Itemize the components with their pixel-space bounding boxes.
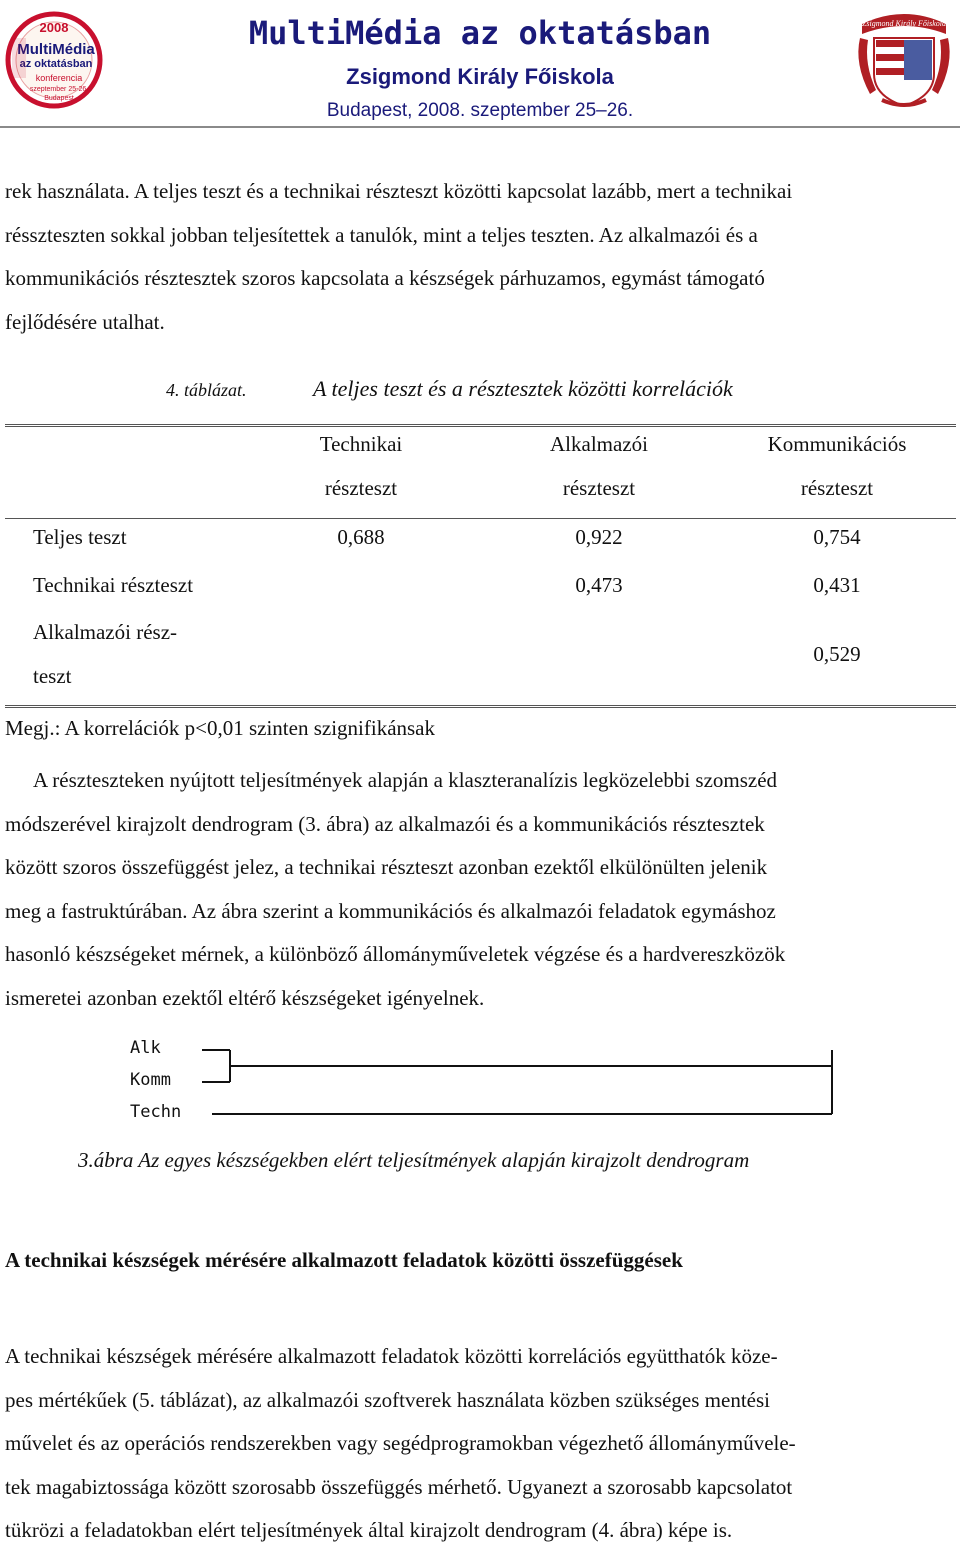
place-date: Budapest, 2008. szeptember 25–26.	[326, 100, 634, 121]
table-number: 4. táblázat.	[166, 380, 247, 400]
row-label-teljes: Teljes teszt	[33, 525, 127, 549]
row-label-alkalmazoi-2: teszt	[33, 664, 72, 688]
text-line: A technikai készségek mérésére alkalmazott feladatok közötti korrelációs együtthatók köze-	[5, 1344, 778, 1368]
table-title: A teljes teszt és a résztesztek közötti korrelációk	[313, 376, 733, 401]
cell-value: 0,431	[813, 573, 861, 597]
text-line: résszteszten sokkal jobban teljesítettek a tanulók, mint a teljes teszten. Az alkalmazói és a	[5, 222, 758, 247]
logo-line5: Budapest	[44, 95, 74, 102]
logo-line1: MultiMédia	[17, 41, 95, 58]
cell-value: 0,688	[337, 525, 385, 549]
text-line: tek magabiztossága között szorosabb összefüggés mérhető. Ugyanezt a szorosabb kapcsolatot	[5, 1474, 793, 1499]
text-line: tükrözi a feladatokban elért teljesítmények által kirajzolt dendrogram (4. ábra) képe is.	[5, 1518, 733, 1542]
col-header-kommunikacios: Kommunikációs	[767, 432, 907, 456]
section-heading: A technikai készségek mérésére alkalmazott feladatok közötti összefüggések	[5, 1248, 683, 1272]
row-label-technikai: Technikai részteszt	[33, 573, 194, 597]
dendro-label-komm: Komm	[130, 1070, 171, 1090]
logo-line2: az oktatásban	[19, 58, 93, 70]
col-header-technikai: Technikai	[319, 432, 403, 456]
logo-line3: konferencia	[35, 73, 83, 83]
row-label-alkalmazoi: Alkalmazói rész-	[33, 620, 178, 644]
text-line: A részteszteken nyújtott teljesítmények alapján a klaszteranalízis legközelebbi szomszéd	[33, 768, 778, 792]
col-header-kommunikacios-2: részteszt	[800, 476, 874, 500]
text-line: meg a fastruktúrában. Az ábra szerint a kommunikációs és alkalmazói feladatok egymáshoz	[5, 898, 776, 923]
school-name: Zsigmond Király Főiskola	[346, 64, 614, 89]
text-line: ismeretei azonban ezektől eltérő készségeket igényelnek.	[5, 985, 485, 1010]
table-top-rule	[5, 424, 956, 427]
table-header-rule	[5, 518, 956, 519]
text-line: kommunikációs résztesztek szoros kapcsolata a készségek párhuzamos, egymást támogató	[5, 266, 765, 290]
text-line: között szoros összefüggést jelez, a technikai részteszt azonban ezektől elkülönülten jelenik	[5, 855, 768, 879]
text-line: pes mértékűek (5. táblázat), az alkalmazói szoftverek használata közben szükséges mentési	[5, 1387, 770, 1412]
col-header-technikai-2: részteszt	[324, 476, 398, 500]
dendro-label-alk: Alk	[130, 1038, 161, 1058]
college-crest-icon	[852, 4, 956, 112]
dendro-label-techn: Techn	[130, 1102, 182, 1122]
col-header-alkalmazoi: Alkalmazói	[550, 432, 648, 456]
text-line: fejlődésére utalhat.	[5, 309, 165, 334]
table-note: Megj.: A korrelációk p<0,01 szinten szignifikánsak	[5, 716, 436, 740]
figure-caption: 3.ábra Az egyes készségekben elért teljesítmények alapján kirajzolt dendrogram	[78, 1148, 750, 1172]
text-line: művelet és az operációs rendszerekben vagy segédprogramokban végezhető állományművele-	[5, 1431, 796, 1455]
logo-line4: szeptember 25-26.	[29, 86, 89, 93]
crest-text: Zsigmond Király Főiskola	[861, 19, 947, 28]
conference-title: MultiMédia az oktatásban	[248, 14, 712, 52]
cell-value: 0,473	[575, 573, 623, 597]
logo-year: 2008	[39, 20, 69, 35]
header-divider	[0, 126, 960, 128]
page-header	[0, 0, 960, 140]
col-header-alkalmazoi-2: részteszt	[562, 476, 636, 500]
cell-value: 0,754	[813, 525, 861, 549]
dendrogram	[120, 1036, 840, 1126]
text-line: módszerével kirajzolt dendrogram (3. ábra) az alkalmazói és a kommunikációs résztesztek	[5, 811, 765, 836]
cell-value: 0,922	[575, 525, 623, 549]
text-line: hasonló készségeket mérnek, a különböző állományműveletek végzése és a hardvereszközök	[5, 942, 786, 966]
dendrogram-lines	[120, 1036, 840, 1126]
table-bottom-rule	[5, 705, 956, 708]
text-line: rek használata. A teljes teszt és a technikai részteszt közötti kapcsolat lazább, mert a technikai	[5, 179, 793, 203]
cell-value: 0,529	[813, 642, 861, 666]
